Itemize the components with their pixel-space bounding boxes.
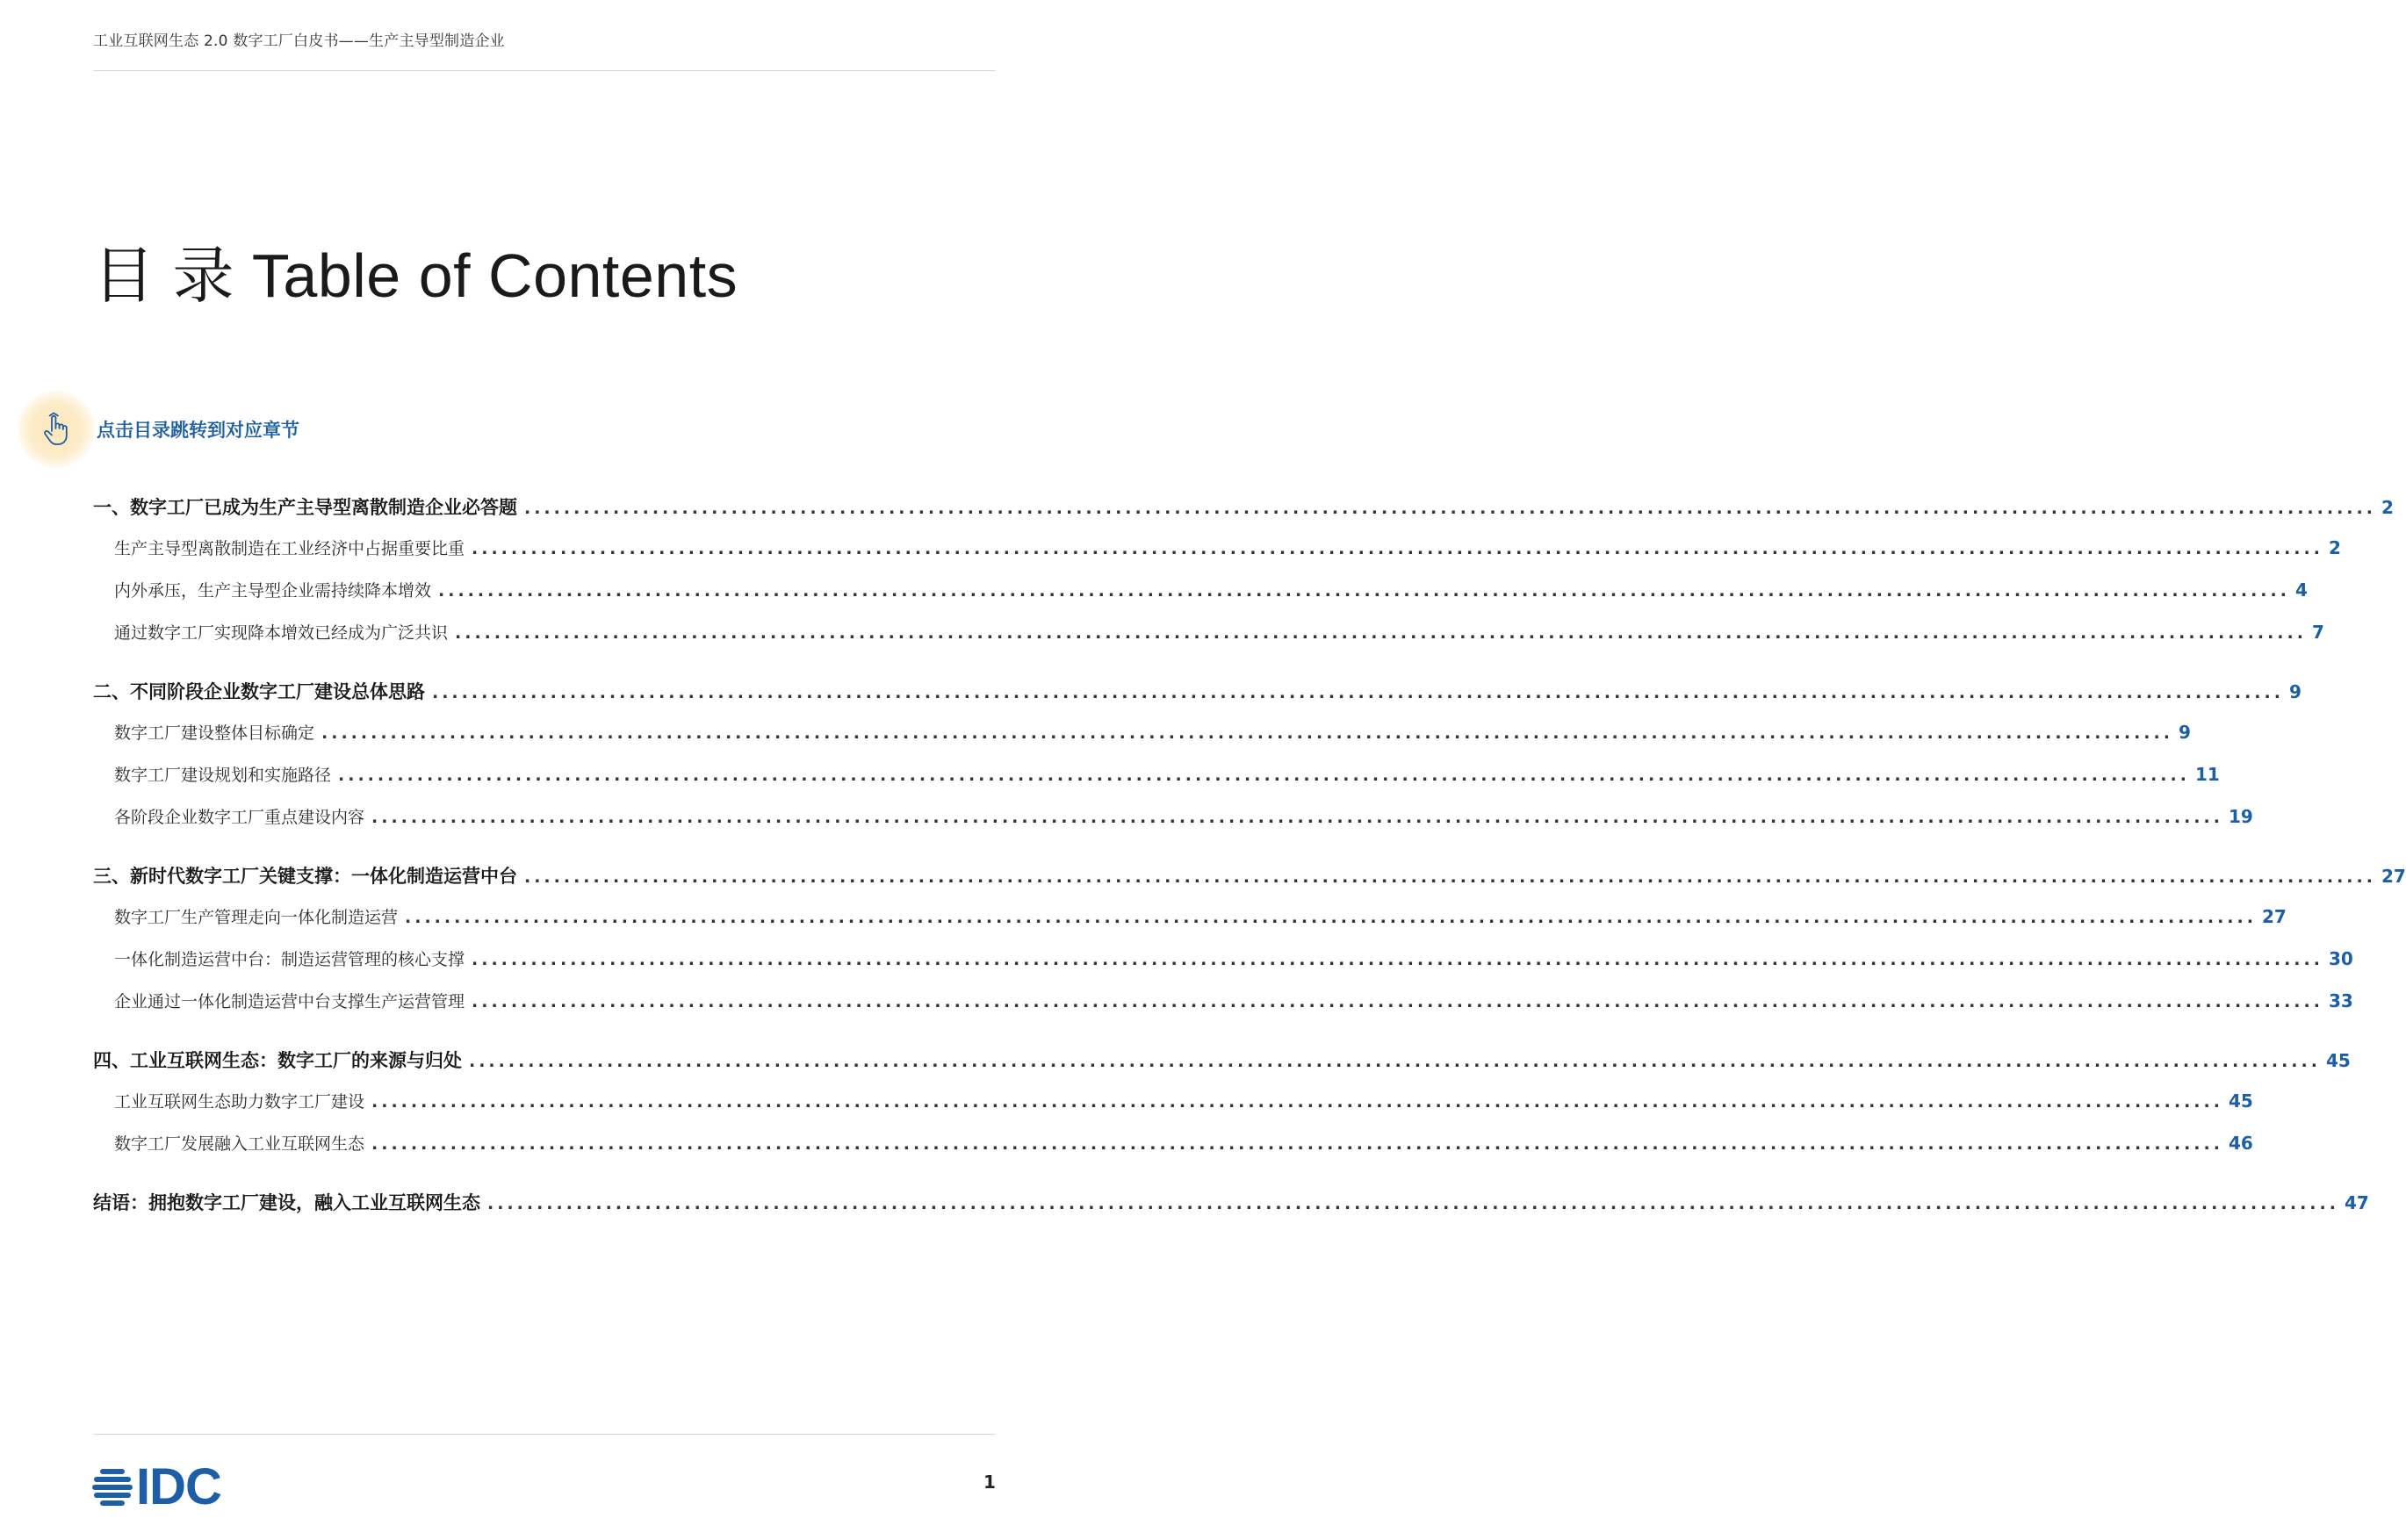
toc-page-number: 19: [2228, 806, 2253, 827]
toc-entry[interactable]: [93, 904, 2287, 946]
toc-chapter-title: 二、不同阶段企业数字工厂建设总体思路: [93, 681, 425, 702]
toc-chapter-2[interactable]: [93, 678, 2302, 720]
toc-entry[interactable]: [93, 536, 2341, 578]
toc-page-number: 2: [2381, 497, 2394, 518]
toc-entry-title: 内外承压，生产主导型企业需持续降本增效: [114, 581, 432, 601]
toc-entry[interactable]: [93, 946, 2353, 989]
page-title: 目 录 Table of Contents: [93, 241, 738, 310]
idc-logo-text: IDC: [136, 1458, 221, 1515]
toc-entry[interactable]: [93, 762, 2220, 804]
toc-page-number: 9: [2179, 722, 2191, 743]
toc-entry-title: 工业互联网生态助力数字工厂建设: [114, 1092, 365, 1112]
toc-page-number: 27: [2261, 906, 2287, 927]
toc-entry-title: 各阶段企业数字工厂重点建设内容: [114, 808, 365, 827]
hint-glow: [18, 391, 95, 468]
toc-leader-dots: ............................................................................................................................................................................................: [472, 539, 2323, 558]
hand-pointer-icon: [41, 412, 71, 447]
toc-page-number: 30: [2328, 948, 2353, 969]
toc-page-number: 47: [2344, 1192, 2369, 1213]
toc-entry[interactable]: [93, 720, 2191, 762]
toc-leader-dots: ............................................................................................................................................................................................: [321, 723, 2173, 743]
toc-entry-title: 数字工厂发展融入工业互联网生态: [114, 1134, 365, 1154]
toc-page-number: 27: [2381, 866, 2406, 887]
toc-leader-dots: ............................................................................................................................................................................................: [338, 766, 2190, 785]
toc-leader-dots: ............................................................................................................................................................................................: [472, 992, 2323, 1011]
toc-leader-dots: ............................................................................................................................................................................................: [432, 683, 2284, 702]
toc-entry-title: 生产主导型离散制造在工业经济中占据重要比重: [114, 539, 465, 558]
toc-leader-dots: ............................................................................................................................................................................................: [469, 1052, 2321, 1071]
toc-entry-title: 通过数字工厂实现降本增效已经成为广泛共识: [114, 623, 449, 643]
toc-page-number: 7: [2312, 622, 2324, 643]
toc-leader-dots: ............................................................................................................................................................................................: [371, 808, 2223, 827]
toc-page-number: 45: [2325, 1050, 2351, 1071]
toc-chapter-title: 三、新时代数字工厂关键支撑：一体化制造运营中台: [93, 866, 517, 887]
toc-entry-title: 数字工厂生产管理走向一体化制造运营: [114, 908, 399, 927]
toc-entry-title: 企业通过一体化制造运营中台支撑生产运营管理: [114, 992, 465, 1011]
header-divider: [93, 70, 996, 71]
toc-hint-text: 点击目录跳转到对应章节: [97, 420, 299, 441]
idc-logo-globe-icon: [91, 1467, 133, 1508]
toc-chapter-title: 一、数字工厂已成为生产主导型离散制造企业必答题: [93, 497, 517, 518]
toc-leader-dots: ............................................................................................................................................................................................: [371, 1092, 2223, 1112]
toc-leader-dots: ............................................................................................................................................................................................: [405, 908, 2257, 927]
footer-divider: [93, 1434, 996, 1435]
toc-chapter-title: 四、工业互联网生态：数字工厂的来源与归处: [93, 1050, 462, 1071]
toc-leader-dots: ............................................................................................................................................................................................: [524, 499, 2376, 518]
toc-entry-title: 数字工厂建设整体目标确定: [114, 723, 315, 743]
toc-chapter-4[interactable]: [93, 1047, 2351, 1089]
toc-page-number: 33: [2328, 990, 2353, 1011]
running-header: 工业互联网生态 2.0 数字工厂白皮书——生产主导型制造企业: [93, 32, 505, 50]
toc-leader-dots: ............................................................................................................................................................................................: [524, 867, 2376, 887]
toc-entry[interactable]: [93, 804, 2253, 846]
toc-leader-dots: ............................................................................................................................................................................................: [455, 623, 2307, 643]
toc-page-number: 4: [2295, 579, 2308, 601]
toc-entry-title: 数字工厂建设规划和实施路径: [114, 766, 332, 785]
table-of-contents: [93, 493, 2406, 1231]
toc-chapter-1[interactable]: [93, 493, 2394, 536]
toc-entry[interactable]: [93, 620, 2324, 662]
toc-hint: [18, 390, 299, 469]
toc-page-number: 2: [2329, 537, 2341, 558]
page-number: 1: [983, 1472, 996, 1493]
toc-leader-dots: ............................................................................................................................................................................................: [487, 1194, 2339, 1213]
toc-leader-dots: ............................................................................................................................................................................................: [371, 1134, 2223, 1154]
toc-leader-dots: ............................................................................................................................................................................................: [472, 950, 2323, 969]
toc-page-number: 46: [2228, 1133, 2253, 1154]
toc-chapter-3[interactable]: [93, 862, 2406, 904]
toc-chapter-conclusion[interactable]: [93, 1189, 2369, 1231]
toc-entry[interactable]: [93, 989, 2353, 1031]
toc-page-number: 45: [2228, 1090, 2253, 1112]
toc-entry[interactable]: [93, 1089, 2253, 1131]
toc-entry[interactable]: [93, 1131, 2253, 1173]
toc-entry[interactable]: [93, 578, 2308, 620]
toc-page-number: 11: [2194, 764, 2220, 785]
toc-leader-dots: ............................................................................................................................................................................................: [438, 581, 2290, 601]
toc-entry-title: 一体化制造运营中台：制造运营管理的核心支撑: [114, 950, 465, 969]
toc-page-number: 9: [2289, 681, 2302, 702]
idc-logo: [91, 1457, 221, 1516]
toc-chapter-title: 结语：拥抱数字工厂建设，融入工业互联网生态: [93, 1192, 480, 1213]
